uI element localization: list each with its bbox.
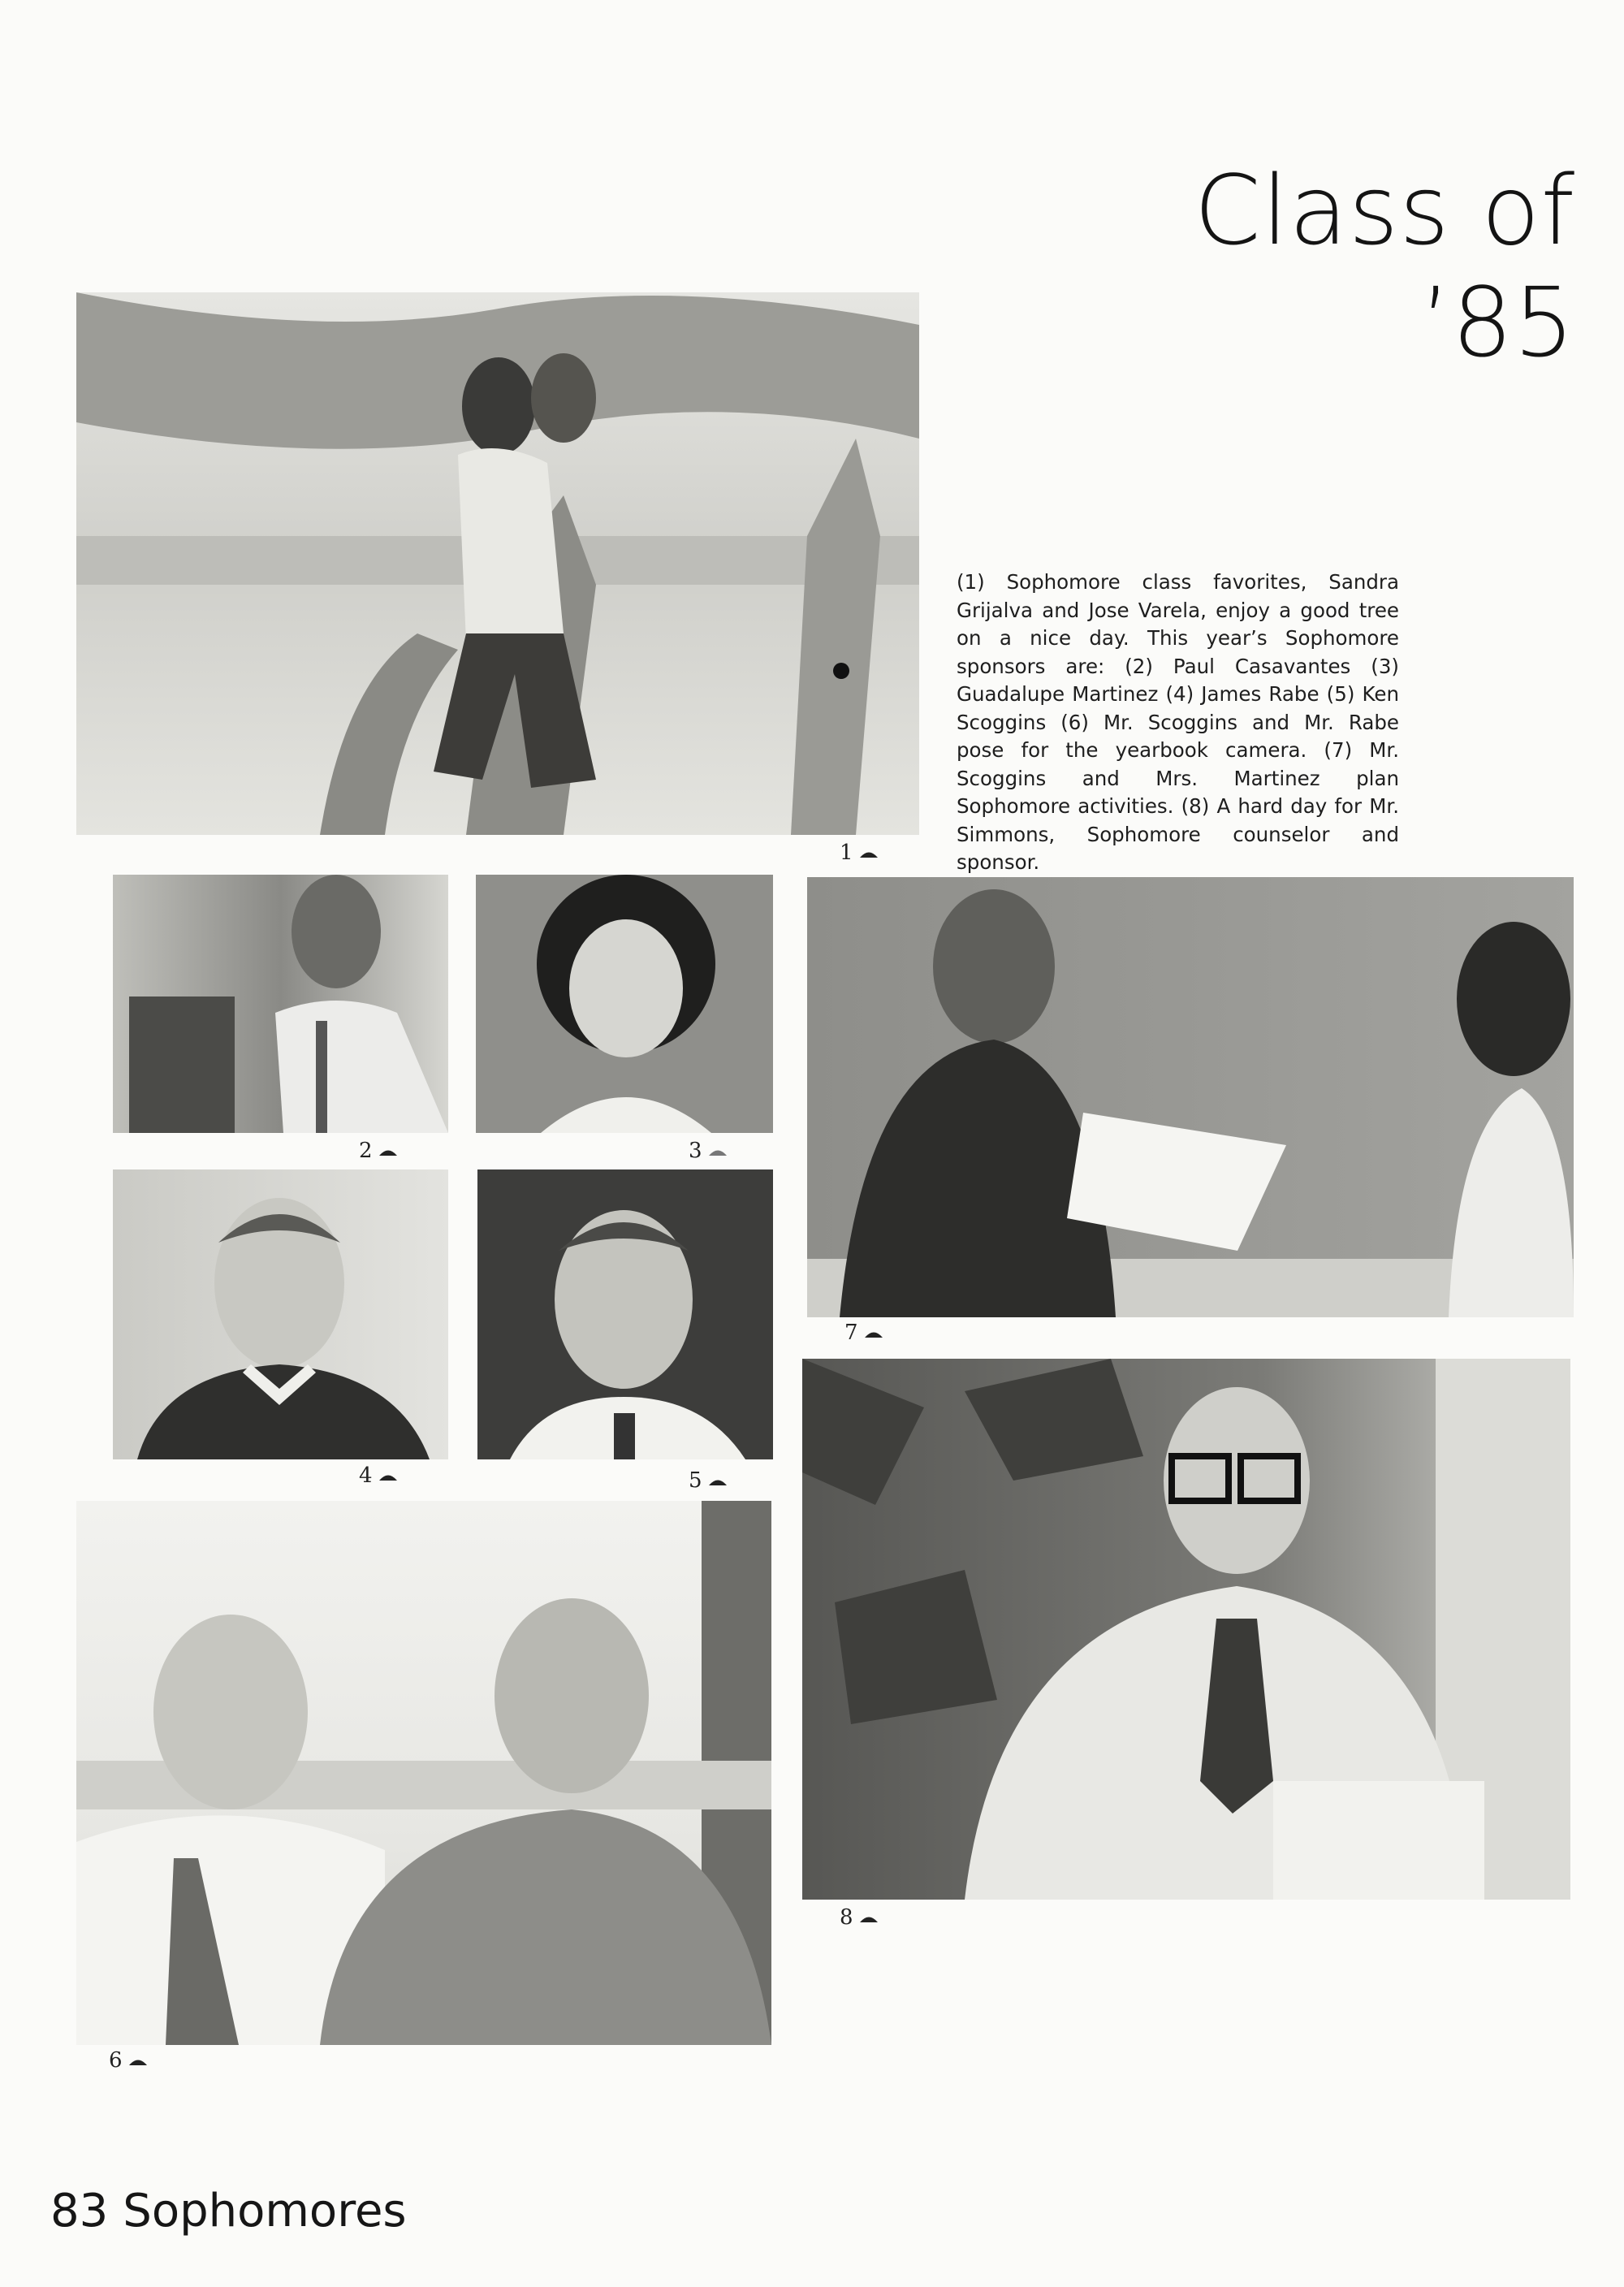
arrow-icon bbox=[860, 849, 878, 858]
photo-label-7: 7 bbox=[844, 1321, 883, 1345]
photo-sponsor-4 bbox=[113, 1169, 448, 1459]
photo-counselor-8 bbox=[802, 1359, 1570, 1900]
photo-label-8: 8 bbox=[840, 1905, 878, 1930]
photo-class-favorites bbox=[76, 292, 919, 835]
arrow-icon bbox=[379, 1472, 397, 1481]
arrow-icon bbox=[129, 2056, 147, 2065]
section-name: Sophomores bbox=[123, 2185, 407, 2237]
photo-label-2: 2 bbox=[359, 1139, 397, 1163]
photo-planning-7 bbox=[807, 877, 1574, 1317]
arrow-icon bbox=[709, 1147, 727, 1156]
photo-caption: (1) Sophomore class favorites, Sandra Grijalva and Jose Varela, enjoy a good tree on a nice day. This year’s Sophomore sponsors are: (2) Paul Casavantes (3) Guadalupe Martinez (4) James Rabe (5) Ken Scoggins (6) Mr. Scoggins and Mr. Rabe pose for the yearbook camera. (7) Mr. Scoggins and Mrs. Martinez plan Sophomore activities. (8) A hard day for Mr. Simmons, Sophomore counselor and sponsor. bbox=[957, 570, 1399, 874]
photo-label-3: 3 bbox=[689, 1139, 727, 1163]
photo-label-4: 4 bbox=[359, 1463, 397, 1488]
photo-sponsor-5 bbox=[477, 1169, 773, 1459]
photo-label-1: 1 bbox=[840, 841, 878, 865]
photo-sponsor-2 bbox=[113, 875, 448, 1133]
photo-label-6: 6 bbox=[109, 2048, 147, 2073]
photo-sponsors-6 bbox=[76, 1501, 771, 2045]
arrow-icon bbox=[865, 1329, 883, 1338]
page-title: Class of ’85 bbox=[1194, 154, 1575, 378]
photo-sponsor-3 bbox=[476, 875, 773, 1133]
page-footer bbox=[50, 2185, 407, 2237]
page-number: 83 bbox=[50, 2185, 109, 2237]
arrow-icon bbox=[709, 1476, 727, 1485]
photo-label-5: 5 bbox=[689, 1468, 727, 1493]
arrow-icon bbox=[379, 1147, 397, 1156]
arrow-icon bbox=[860, 1913, 878, 1922]
